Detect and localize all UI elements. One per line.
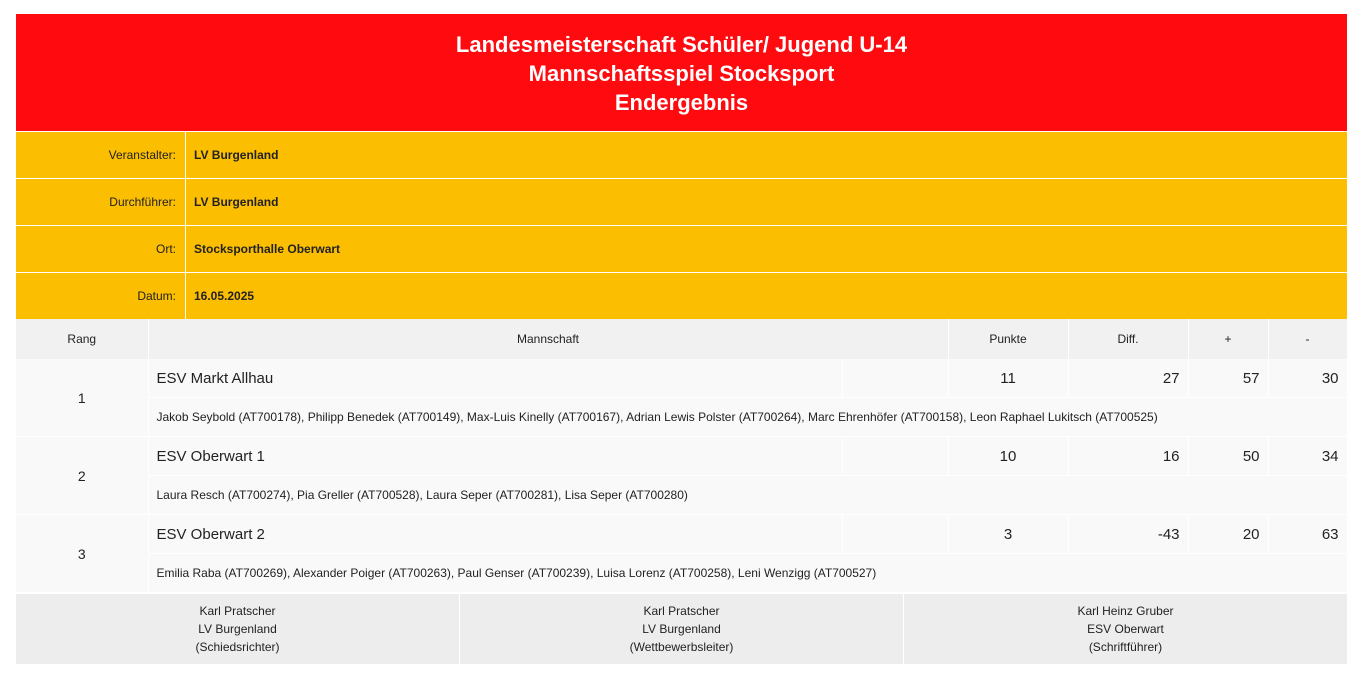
table-header-row [16,319,1347,359]
page-result-label: Endergebnis [614,90,749,115]
signature-wettbewerbsleiter [460,594,904,664]
diff-cell: 16 [1068,437,1188,476]
rank-cell: 2 [16,437,148,515]
signature-org: ESV Oberwart [1087,622,1164,636]
signature-name: Karl Pratscher [643,604,720,618]
signature-schriftfuehrer [904,594,1347,664]
page-header [16,14,1347,132]
signature-org: LV Burgenland [198,622,277,636]
points-cell: 11 [948,359,1068,398]
column-header-minus: - [1268,319,1347,359]
team-name: ESV Oberwart 2 [148,515,842,554]
players-list: Laura Resch (AT700274), Pia Greller (AT700528), Laura Seper (AT700281), Lisa Seper (AT700280) [148,476,1347,515]
players-row [16,398,1347,437]
spacer-cell [842,515,948,554]
info-label: Ort: [16,226,186,272]
info-value: Stocksporthalle Oberwart [194,242,341,256]
table-row [16,359,1347,398]
info-label: Veranstalter: [16,132,186,178]
minus-cell: 30 [1268,359,1347,398]
signature-role: (Schriftführer) [1088,640,1163,654]
spacer-cell [842,437,948,476]
signature-name: Karl Heinz Gruber [1077,604,1174,618]
info-value: LV Burgenland [194,195,279,209]
points-cell: 3 [948,515,1068,554]
signature-name: Karl Pratscher [199,604,276,618]
info-label: Durchführer: [16,179,186,225]
points-cell: 10 [948,437,1068,476]
rank-cell: 1 [16,359,148,437]
info-value: LV Burgenland [194,148,279,162]
team-name: ESV Oberwart 1 [148,437,842,476]
spacer-cell [842,359,948,398]
players-list: Jakob Seybold (AT700178), Philipp Benedek (AT700149), Max-Luis Kinelly (AT700167), Adrian Lewis Polster (AT700264), Marc Ehrenhöfer (AT700158), Leon Raphael Lukitsch (AT700525) [148,398,1347,437]
column-header-rang: Rang [16,319,148,359]
info-value: 16.05.2025 [194,289,255,303]
page-subtitle: Mannschaftsspiel Stocksport [528,61,835,86]
info-label: Datum: [16,273,186,319]
column-header-plus: + [1188,319,1268,359]
table-row [16,437,1347,476]
info-row-durchfuehrer [16,179,1347,226]
event-info [16,132,1347,319]
plus-cell: 50 [1188,437,1268,476]
signature-footer [16,593,1347,664]
results-table [16,319,1348,593]
rank-cell: 3 [16,515,148,593]
info-row-datum [16,273,1347,319]
signature-org: LV Burgenland [642,622,721,636]
plus-cell: 57 [1188,359,1268,398]
minus-cell: 34 [1268,437,1347,476]
table-row [16,515,1347,554]
page-title: Landesmeisterschaft Schüler/ Jugend U-14 [455,32,908,57]
players-row [16,476,1347,515]
signature-role: (Wettbewerbsleiter) [629,640,734,654]
column-header-mannschaft: Mannschaft [148,319,948,359]
info-row-veranstalter [16,132,1347,179]
team-name: ESV Markt Allhau [148,359,842,398]
players-list: Emilia Raba (AT700269), Alexander Poiger (AT700263), Paul Genser (AT700239), Luisa Lorenz (AT700258), Leni Wenzigg (AT700527) [148,554,1347,593]
diff-cell: -43 [1068,515,1188,554]
results-sheet [16,14,1347,664]
minus-cell: 63 [1268,515,1347,554]
signature-schiedsrichter [16,594,460,664]
plus-cell: 20 [1188,515,1268,554]
info-row-ort [16,226,1347,273]
column-header-punkte: Punkte [948,319,1068,359]
diff-cell: 27 [1068,359,1188,398]
players-row [16,554,1347,593]
signature-role: (Schiedsrichter) [195,640,280,654]
column-header-diff: Diff. [1068,319,1188,359]
